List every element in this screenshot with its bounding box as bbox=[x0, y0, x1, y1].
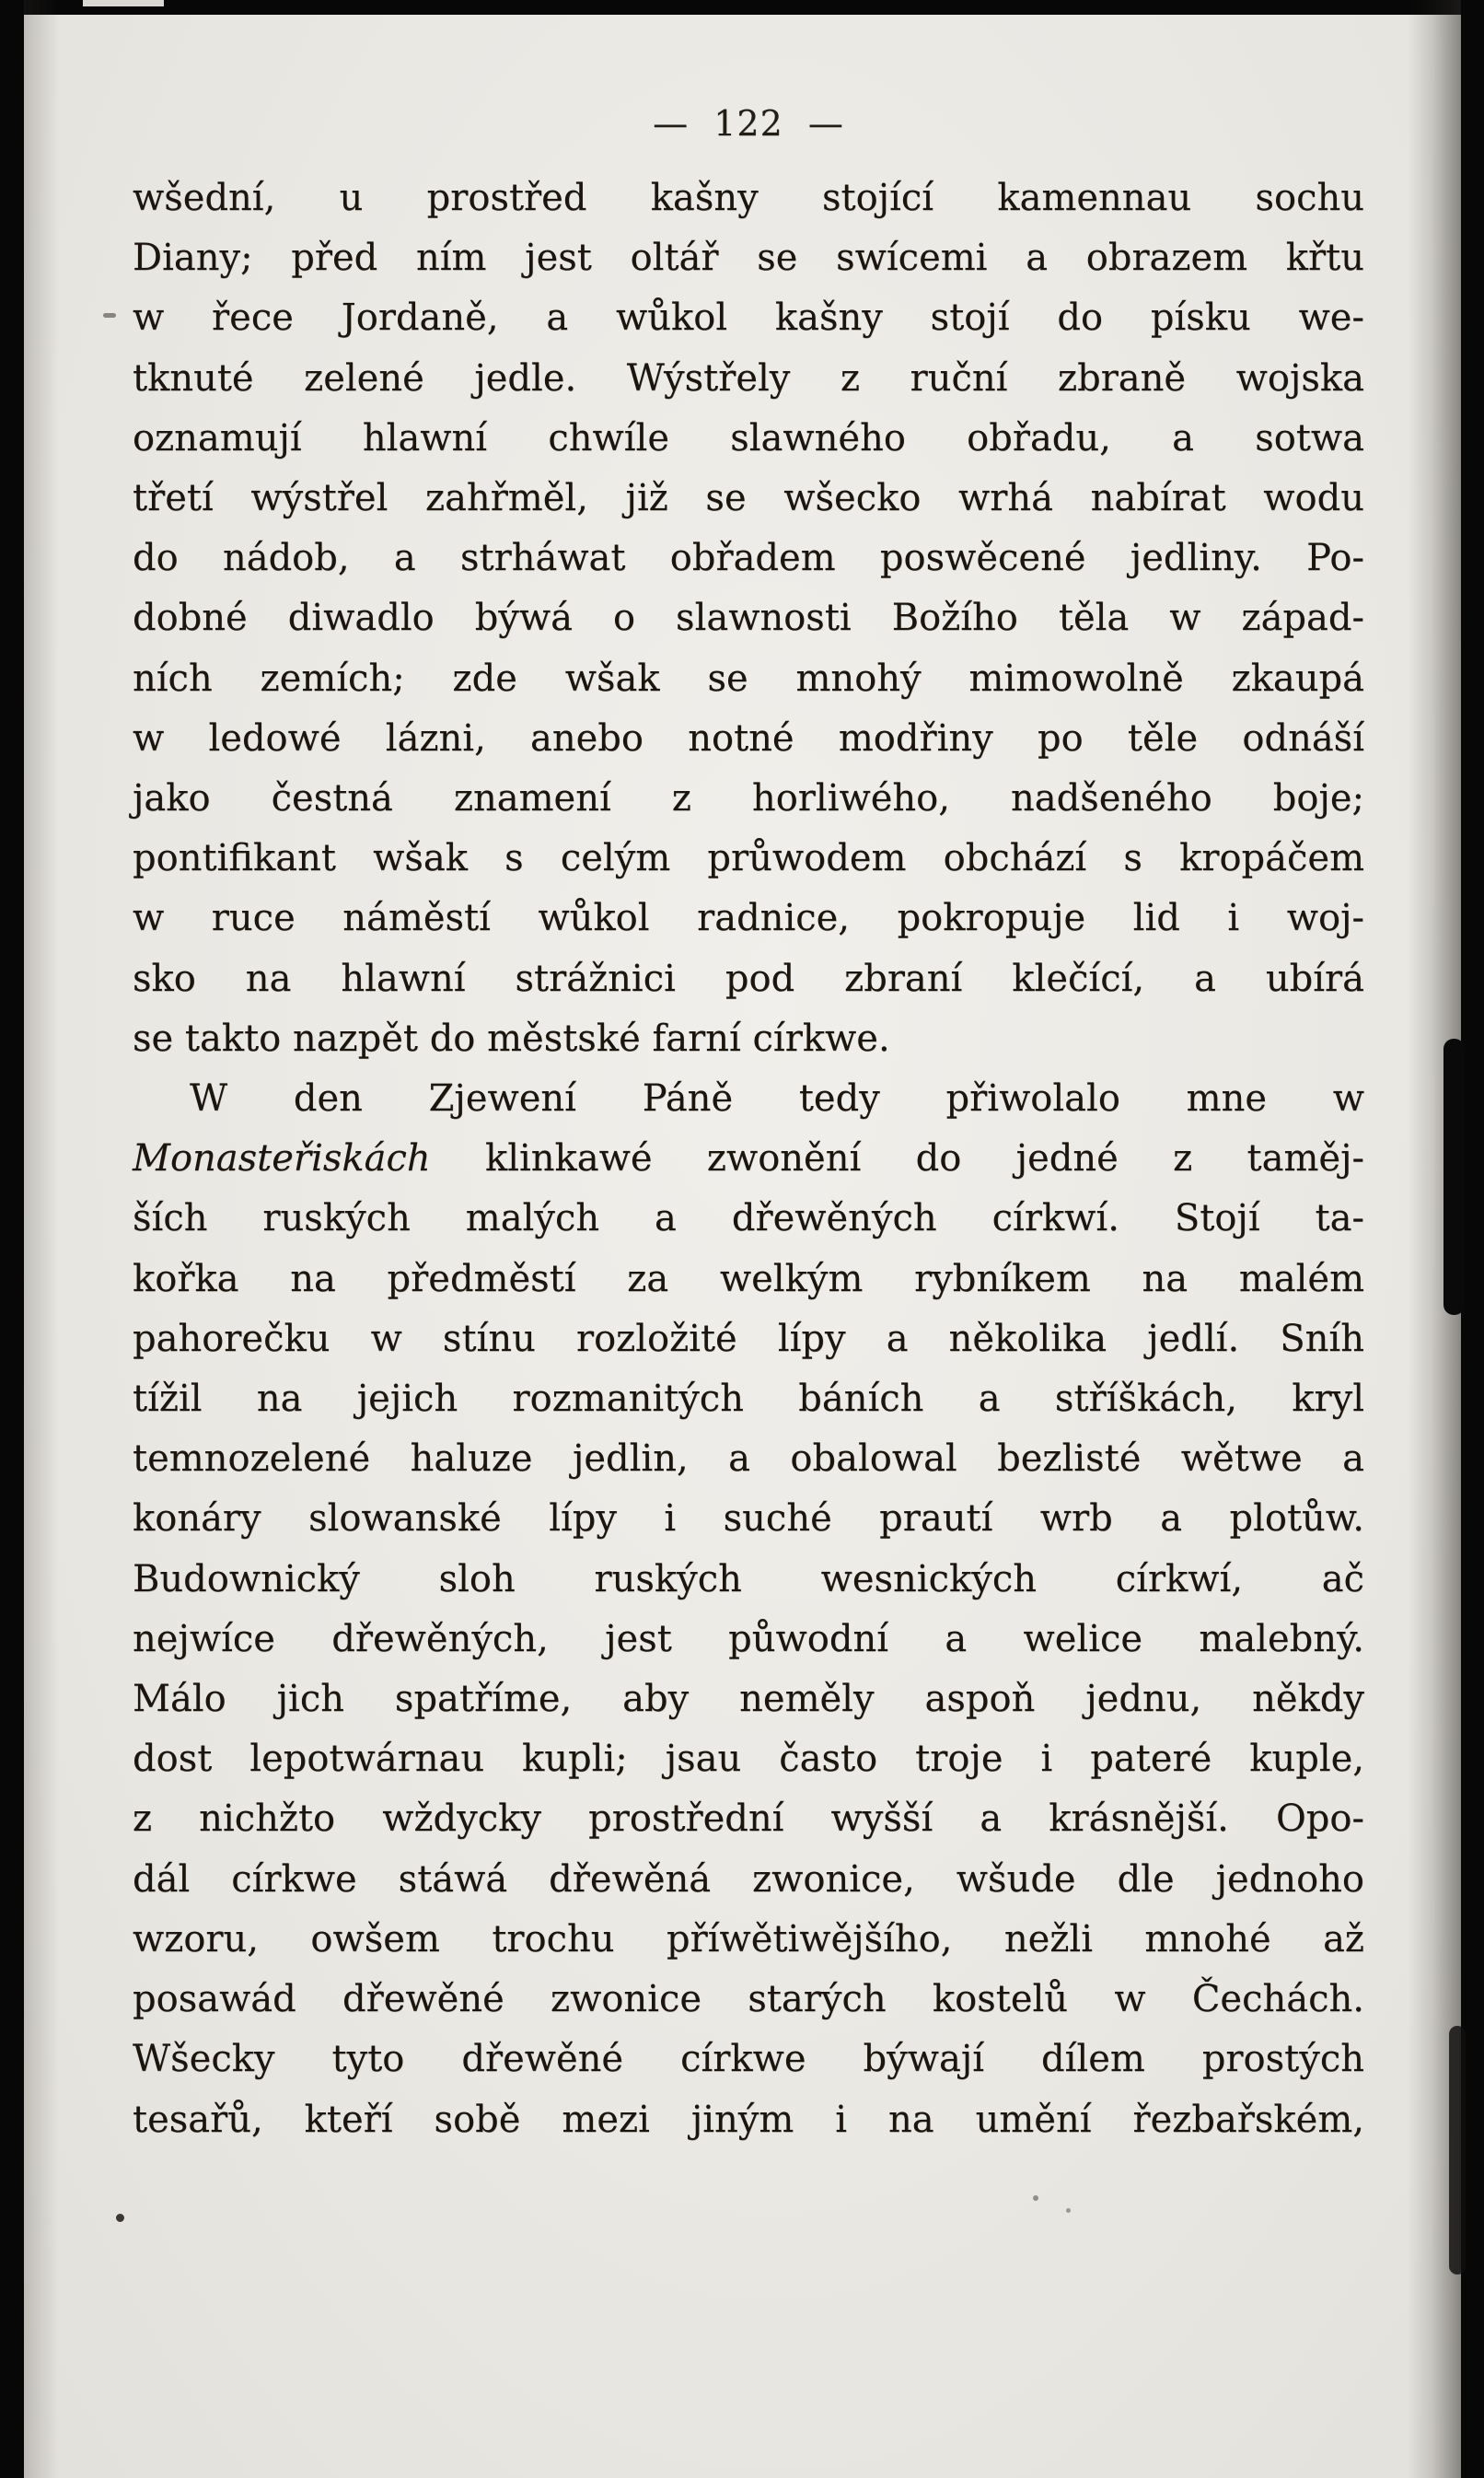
scan-speck bbox=[1066, 2208, 1071, 2213]
text-line: posawád dřewěné zwonice starých kostelů w Čechách. bbox=[133, 1978, 1364, 2021]
text-line: do nádob, a strháwat obřadem poswěcené jedliny. Po- bbox=[133, 537, 1364, 580]
text-line: ních zemích; zde wšak se mnohý mimowolně zkaupá bbox=[133, 657, 1364, 700]
text-line: wšední, u prostřed kašny stojící kamennau sochu bbox=[133, 177, 1364, 219]
text-line: oznamují hlawní chwíle slawného obřadu, a sotwa bbox=[133, 416, 1364, 460]
text-line: konáry slowanské lípy i suché prautí wrb a plotůw. bbox=[133, 1497, 1364, 1541]
text-line: wzoru, owšem trochu příwětiwějšího, nežli mnohé až bbox=[133, 1917, 1364, 1960]
text-line: pontifikant wšak s celým průwodem obchází s kropáčem bbox=[133, 837, 1364, 880]
scan-speck bbox=[1033, 2195, 1038, 2201]
text-line: tížil na jejich rozmanitých báních a stříškách, kryl bbox=[133, 1378, 1364, 1421]
italic-term: Monasteřiskách bbox=[133, 1137, 431, 1181]
text-line: dobné diwadlo býwá o slawnosti Božího těla w západ- bbox=[133, 597, 1364, 640]
page-number: — 122 — bbox=[653, 103, 844, 144]
para-1 bbox=[133, 169, 1364, 1069]
text-line: sko na hlawní strážnici pod zbraní klečící, a ubírá bbox=[133, 957, 1364, 1000]
text-line: Monasteřiskách klinkawé zwonění do jedné z taměj- bbox=[133, 1137, 1364, 1181]
text-line: tknuté zelené jedle. Wýstřely z ruční zbraně wojska bbox=[133, 356, 1364, 400]
text-line: třetí wýstřel zahřměl, již se wšecko wrhá nabírat wodu bbox=[133, 477, 1364, 520]
text-line: z nichžto wždycky prostřední wyšší a krásnější. Opo- bbox=[133, 1797, 1364, 1841]
scan-speck bbox=[103, 313, 116, 318]
text-line: w ledowé lázni, anebo notné modřiny po těle odnáší bbox=[133, 716, 1364, 760]
text-line: temnozelené haluze jedlin, a obalowal bezlisté wětwe a bbox=[133, 1437, 1364, 1481]
text-line: jako čestná znamení z horliwého, nadšeného boje; bbox=[133, 777, 1364, 820]
scan-blot bbox=[1449, 2026, 1466, 2274]
text-line: Málo jich spatříme, aby neměly aspoň jednu, někdy bbox=[133, 1678, 1364, 1721]
scan-edge-top bbox=[0, 0, 1484, 15]
text-line: w řece Jordaně, a wůkol kašny stojí do písku we- bbox=[133, 297, 1364, 340]
scan-edge-left bbox=[0, 0, 24, 2478]
scan-blot bbox=[1443, 1039, 1465, 1315]
text-line: tesařů, kteří sobě mezi jiným i na umění řezbařském, bbox=[133, 2098, 1364, 2141]
scan-speck bbox=[116, 2214, 124, 2222]
text-line: Diany; před ním jest oltář se swícemi a obrazem křtu bbox=[133, 237, 1364, 280]
text-line: W den Zjewení Páně tedy přiwolalo mne w bbox=[190, 1077, 1364, 1121]
scan-edge-left-shade bbox=[24, 0, 59, 2478]
text-line: dost lepotwárnau kupli; jsau často troje i pateré kuple, bbox=[133, 1738, 1364, 1781]
text-line: nejwíce dřewěných, jest půwodní a welice malebný. bbox=[133, 1617, 1364, 1660]
text-line: Budownický sloh ruských wesnických církwí, ač bbox=[133, 1557, 1364, 1600]
text-line: w ruce náměstí wůkol radnice, pokropuje lid i woj- bbox=[133, 897, 1364, 940]
text-line: kořka na předměstí za welkým rybníkem na malém bbox=[133, 1257, 1364, 1300]
para-2 bbox=[133, 1069, 1364, 2150]
text-line: Wšecky tyto dřewěné církwe býwají dílem prostých bbox=[133, 2038, 1364, 2081]
text-line: ších ruských malých a dřewěných církwí. Stojí ta- bbox=[133, 1197, 1364, 1240]
text-line: pahorečku w stínu rozložité lípy a několika jedlí. Sníh bbox=[133, 1317, 1364, 1360]
text-line: dál církwe stáwá dřewěná zwonice, wšude dle jednoho bbox=[133, 1857, 1364, 1901]
text-line: se takto nazpět do městské farní církwe. bbox=[133, 1017, 890, 1060]
text-block bbox=[133, 169, 1364, 2150]
